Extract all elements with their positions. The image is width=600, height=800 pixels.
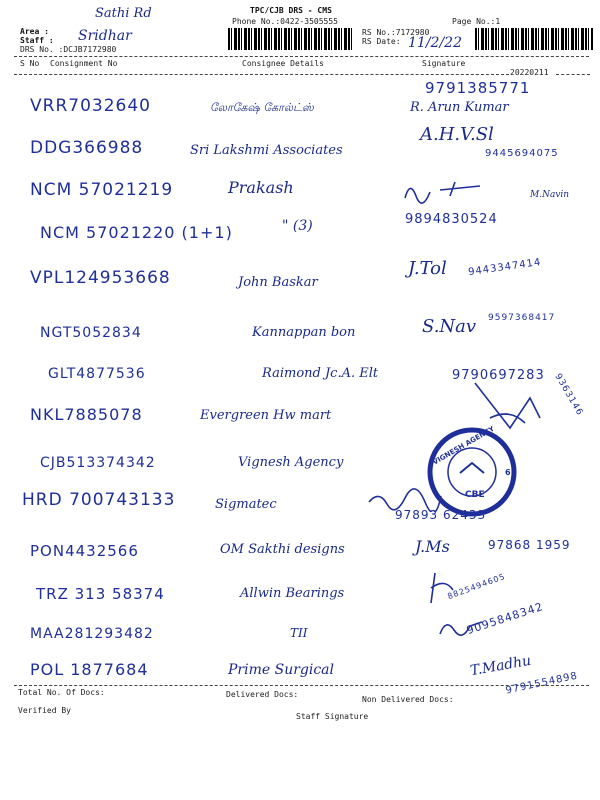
consignment-no: NGT5052834 [40, 325, 142, 341]
barcode-right [475, 28, 593, 50]
consignee-name: Allwin Bearings [240, 586, 345, 601]
phone-written: 9095848342 [464, 599, 546, 638]
consignee-name: லோகேஷ் கோல்ட்ஸ் [210, 101, 314, 114]
stamp-city: CBE [465, 490, 485, 500]
footer-divider [14, 685, 589, 686]
consignee-name: Sigmatec [215, 497, 277, 512]
signature: M.Navin [530, 190, 570, 200]
phone-written: 97868 1959 [488, 538, 571, 552]
consignee-name: Kannappan bon [252, 325, 356, 340]
phone-written: 97893 62433 [395, 508, 487, 522]
verified-by: Verified By [18, 706, 71, 715]
phone-written: 9597368417 [488, 313, 556, 323]
signature-scribble [400, 176, 520, 204]
signature: A.H.V.Sl [420, 124, 494, 145]
phone-written: 9443347414 [467, 256, 543, 279]
col-consignment: Consignment No [50, 59, 118, 68]
rs-number: RS No.:7172980 [362, 28, 430, 37]
columns-divider-end [556, 74, 590, 75]
print-date: 20220211 [510, 68, 549, 77]
col-sno: S No [20, 59, 40, 68]
consignee-name: OM Sakthi designs [220, 542, 345, 557]
consignee-name: Evergreen Hw mart [200, 408, 332, 423]
consignee-name: TII [290, 626, 308, 640]
consignment-no: POL 1877684 [30, 660, 149, 679]
signature: J.Tol [408, 258, 447, 279]
consignment-no: NKL7885078 [30, 405, 143, 424]
phone-written: 9791554898 [504, 670, 579, 697]
consignment-no: NCM 57021220 (1+1) [40, 223, 233, 242]
non-delivered-docs: Non Delivered Docs: [362, 695, 454, 704]
page-number: Page No.:1 [452, 17, 501, 26]
delivered-docs: Delivered Docs: [226, 690, 299, 699]
consignee-name: Prakash [228, 178, 294, 197]
rs-date-handwritten: 11/2/22 [408, 35, 462, 51]
col-consignee: Consignee Details [242, 59, 324, 68]
consignment-no: CJB513374342 [40, 455, 156, 471]
phone-written: 9894830524 [405, 212, 498, 227]
consignee-name: Sri Lakshmi Associates [190, 143, 343, 158]
signature: T.Madhu [469, 652, 533, 680]
signature-scribble [365, 488, 445, 512]
columns-divider [14, 74, 509, 75]
stamp-number: 6 [505, 468, 511, 477]
document-title: TPC/CJB DRS - CMS [250, 6, 332, 15]
consignment-no: TRZ 313 58374 [36, 585, 165, 603]
staff-handwritten: Sridhar [78, 28, 132, 44]
signature-scribble [425, 568, 460, 608]
consignment-no: PON4432566 [30, 542, 139, 560]
consignment-no: DDG366988 [30, 138, 144, 158]
consignment-no: VPL124953668 [30, 268, 171, 288]
consignee-name: " (3) [282, 218, 313, 234]
consignee-name: Raimond Jc.A. Elt [262, 366, 379, 381]
phone-written: 8825494605 [446, 571, 507, 602]
consignee-name: John Baskar [238, 275, 318, 290]
col-signature: Signature [422, 59, 466, 68]
consignment-no: MAA281293482 [30, 626, 154, 642]
consignment-no: GLT4877536 [48, 366, 146, 382]
total-docs: Total No. Of Docs: [18, 688, 105, 697]
consignee-name: Vignesh Agency [238, 455, 344, 470]
phone-number: Phone No.:0422-3505555 [232, 17, 338, 26]
consignment-no: NCM 57021219 [30, 180, 174, 200]
signature-scribble [436, 614, 486, 640]
consignment-no: HRD 700743133 [22, 490, 176, 510]
area-handwritten: Sathi Rd [95, 6, 152, 21]
area-label: Area : [20, 27, 49, 36]
consignee-name: Prime Surgical [228, 662, 335, 678]
drs-number: DRS No. :DCJB7172980 [20, 45, 117, 54]
rs-date-label: RS Date: [362, 37, 401, 46]
barcode-left [228, 28, 353, 50]
staff-signature: Staff Signature [296, 712, 369, 721]
phone-written: 9445694075 [485, 148, 559, 159]
header-divider [14, 56, 589, 57]
phone-written: 9791385771 [425, 79, 531, 97]
consignment-no: VRR7032640 [30, 96, 151, 116]
signature: R. Arun Kumar [410, 100, 509, 115]
phone-written: 9363146 [552, 372, 585, 418]
staff-label: Staff : [20, 36, 54, 45]
stamp-name: VIGNESH AGENCY [431, 425, 496, 467]
phone-written: 9790697283 [452, 368, 545, 383]
signature: J.Ms [415, 537, 450, 556]
signature: S.Nav [422, 316, 477, 337]
